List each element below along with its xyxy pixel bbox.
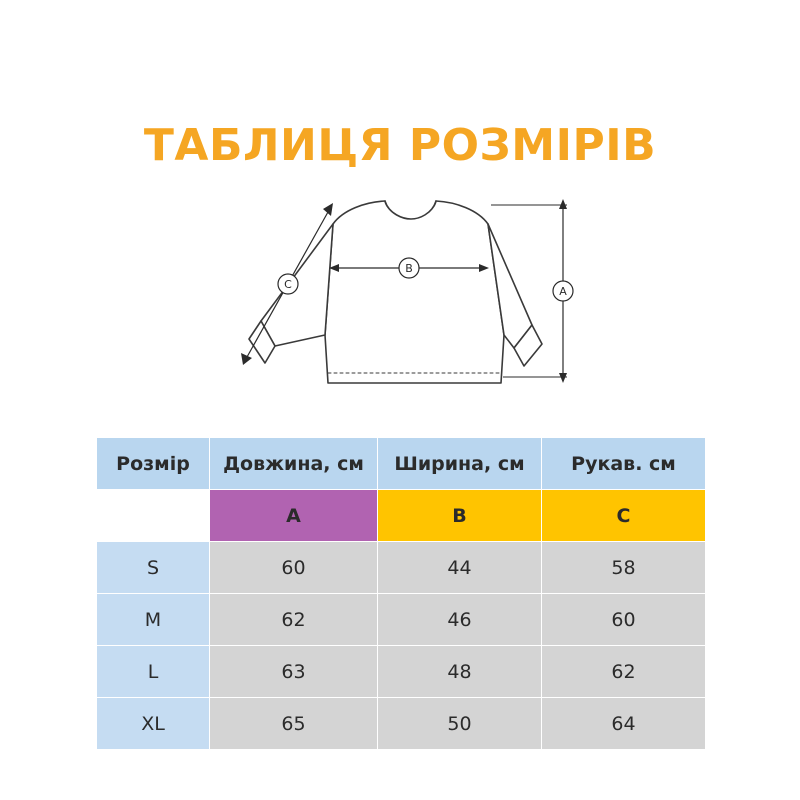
- cell-length: 63: [210, 646, 378, 698]
- cell-width: 50: [378, 698, 542, 750]
- letter-cell-c: C: [542, 490, 706, 542]
- cell-sleeve: 64: [542, 698, 706, 750]
- size-table: [96, 437, 706, 750]
- cell-size: XL: [97, 698, 210, 750]
- table-row: [97, 542, 706, 594]
- size-table-container: [96, 437, 705, 750]
- shirt-diagram: [215, 185, 585, 405]
- column-header-sleeve: Рукав. см: [542, 438, 706, 490]
- letter-cell-empty: [97, 490, 210, 542]
- letter-cell-b: B: [378, 490, 542, 542]
- cell-length: 60: [210, 542, 378, 594]
- cell-sleeve: 60: [542, 594, 706, 646]
- table-row: [97, 698, 706, 750]
- cell-size: S: [97, 542, 210, 594]
- column-header-length: Довжина, см: [210, 438, 378, 490]
- cell-width: 48: [378, 646, 542, 698]
- marker-a-label: A: [559, 285, 567, 298]
- marker-c-label: C: [284, 278, 292, 291]
- cell-length: 65: [210, 698, 378, 750]
- marker-b-label: B: [405, 262, 413, 275]
- cell-width: 46: [378, 594, 542, 646]
- table-row: [97, 646, 706, 698]
- letter-cell-a: A: [210, 490, 378, 542]
- cell-size: L: [97, 646, 210, 698]
- cell-width: 44: [378, 542, 542, 594]
- cell-length: 62: [210, 594, 378, 646]
- table-header-row: [97, 438, 706, 490]
- table-letter-row: [97, 490, 706, 542]
- cell-size: M: [97, 594, 210, 646]
- shirt-diagram-svg: [215, 185, 585, 405]
- column-header-width: Ширина, см: [378, 438, 542, 490]
- column-header-size: Розмір: [97, 438, 210, 490]
- cell-sleeve: 62: [542, 646, 706, 698]
- page-title: ТАБЛИЦЯ РОЗМІРІВ: [143, 120, 657, 171]
- cell-sleeve: 58: [542, 542, 706, 594]
- table-row: [97, 594, 706, 646]
